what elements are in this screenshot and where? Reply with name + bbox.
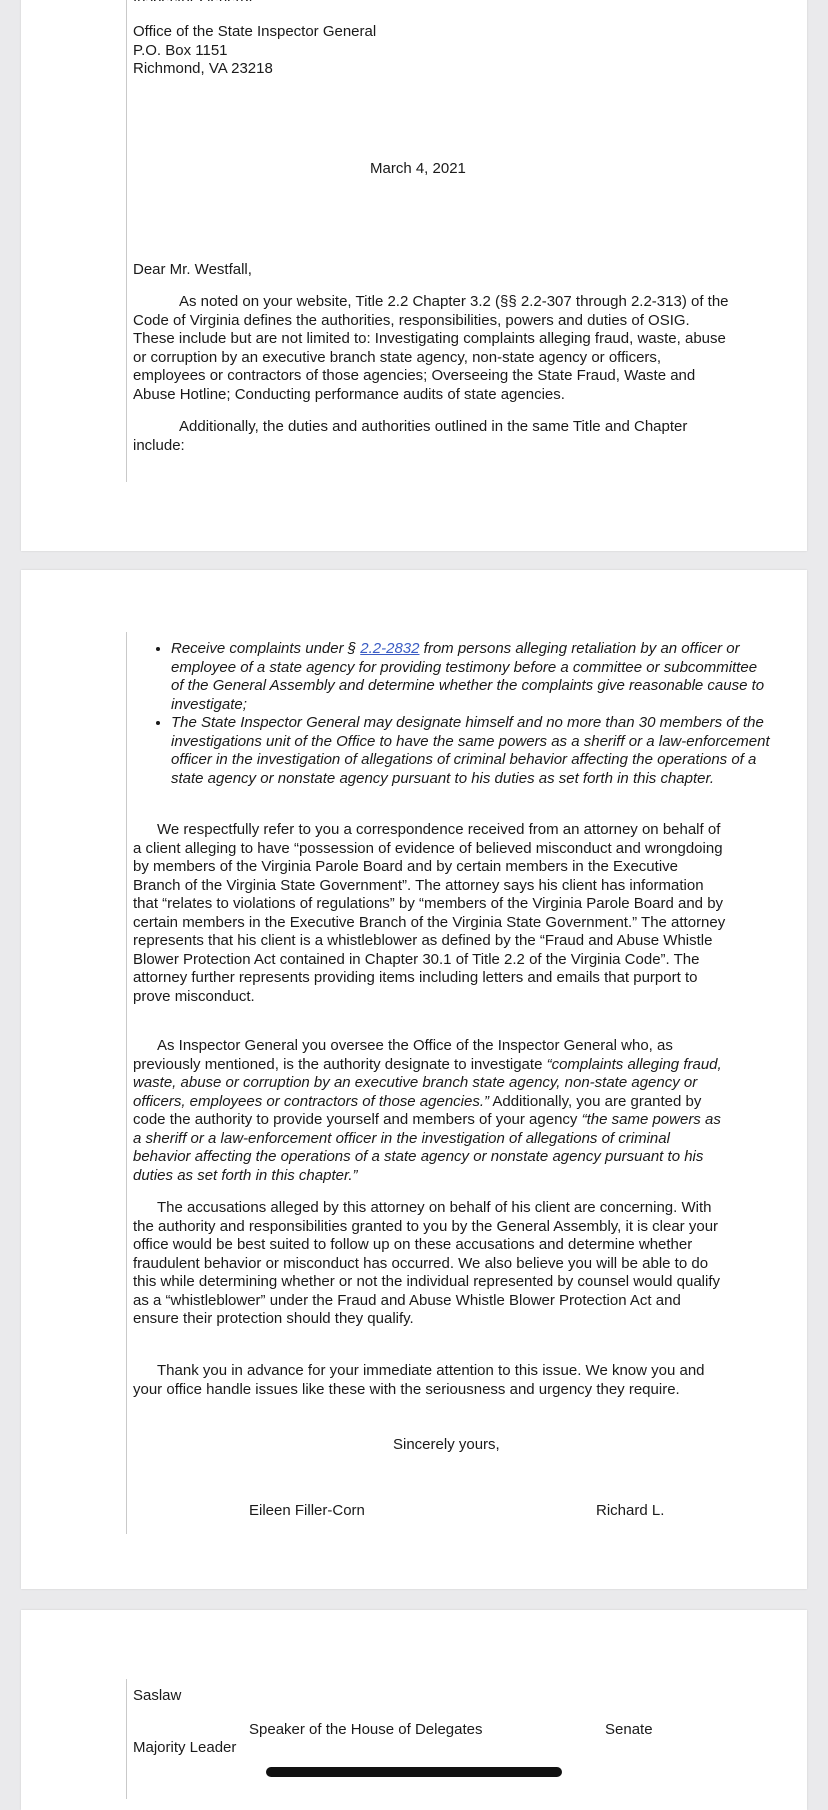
home-indicator[interactable]: [266, 1767, 562, 1777]
paragraph-text: [133, 1037, 729, 1185]
paragraph-text: Thank you in advance for your immediate attention to this issue. We know you and your office handle issues like these with the seriousness and urgency they require.: [133, 1362, 705, 1398]
page-margin-line: [126, 0, 127, 482]
letter-page-2: [21, 570, 807, 1589]
body-paragraph: [133, 418, 729, 455]
address-line: P.O. Box 1151: [133, 41, 228, 59]
salutation: Dear Mr. Westfall,: [133, 261, 252, 278]
quoted-text: “complaints alleging fraud, waste, abuse or corruption by an executive branch state agency, non-state agency or officers, employees or contractors of those agencies.”: [133, 1055, 722, 1110]
paragraph-text: We respectfully refer to you a correspondence received from an attorney on behalf of a client alleging to have “possession of evidence of believed misconduct and wrongdoing by members of the Virginia Parole Board and by certain members in the Executive Branch of the Virginia State Government”. The attorney says his client has information that “relates to violations of regulations” by “members of the Virginia Parole Board and by certain members in the Executive Branch of the Virginia State Government.” The attorney represents that his client is a whistleblower as defined by the “Fraud and Abuse Whistle Blower Protection Act contained in Chapter 30.1 of Title 2.2 of the Virginia Code”. The attorney further represents providing items including letters and emails that purport to prove misconduct.: [133, 821, 726, 1005]
paragraph-text: The accusations alleged by this attorney on behalf of his client are concerning. With the authority and responsibilities granted to you by the General Assembly, it is clear your office would be best suited to follow up on these accusations and determine whether fraudulent behavior or misconduct has occurred. We also believe you will be able to do this while determining whether or not the individual represented by counsel would qualify as a “whistleblower” under the Fraud and Abuse Whistle Blower Protection Act and ensure their protection should they qualify.: [133, 1199, 721, 1327]
bullet-text: Receive complaints under §: [171, 640, 361, 657]
body-paragraph: [133, 1362, 729, 1399]
body-paragraph: [133, 293, 731, 404]
signer-title: Speaker of the House of Delegates: [249, 1721, 483, 1738]
signer-name: Richard L.: [596, 1502, 665, 1519]
letter-page-1: [21, 0, 807, 551]
page-margin-line: [126, 1679, 127, 1799]
body-paragraph: [133, 1199, 729, 1329]
bullet-text: from persons alleging retaliation by an officer or employee of a state agency for providing testimony before a committee or subcommittee of the General Assembly and determine whether the complaints give reasonable cause to investigate;: [171, 640, 765, 713]
signer-surname: Saslaw: [133, 1687, 182, 1704]
statute-link[interactable]: 2.2-2832: [360, 640, 420, 657]
paragraph-text: As noted on your website, Title 2.2 Chapter 3.2 (§§ 2.2-307 through 2.2-313) of the Code of Virginia defines the authorities, responsibilities, powers and duties of OSIG. These include but are not limited to: Investigating complaints alleging fraud, waste, abuse or corruption by an executive branch state agency, non-state agency or officers, employees or contractors of those agencies; Overseeing the State Fraud, Waste and Abuse Hotline; Conducting performance audits of state agencies.: [133, 293, 729, 403]
page-margin-line: [126, 632, 127, 1534]
address-line: Richmond, VA 23218: [133, 60, 273, 77]
quoted-text: “the same powers as a sheriff or a law-enforcement officer in the investigation of allegations of criminal behavior affecting the operations of a state agency or nonstate agency pursuant to his duties as set forth in this chapter.”: [133, 1111, 721, 1184]
text-run: Additionally, you are granted by code the authority to provide yourself and members of your agency: [133, 1092, 702, 1128]
letter-page-3: [21, 1610, 807, 1810]
signer-title: Majority Leader: [133, 1739, 237, 1756]
signer-title: Senate: [605, 1721, 653, 1738]
signer-name: Eileen Filler-Corn: [249, 1502, 365, 1519]
inspector-general-cut-line: [133, 0, 252, 1]
paragraph-text: Additionally, the duties and authorities outlined in the same Title and Chapter include:: [133, 418, 688, 454]
duties-bullet-list: [133, 640, 771, 788]
letter-date: March 4, 2021: [370, 160, 466, 177]
recipient-address: [133, 23, 729, 79]
body-paragraph: [133, 821, 729, 1006]
list-item: [171, 640, 771, 714]
address-line: Office of the State Inspector General: [133, 23, 377, 40]
closing: Sincerely yours,: [393, 1436, 500, 1453]
text-run: As Inspector General you oversee the Office of the Inspector General who, as previously mentioned, is the authority designate to investigate: [133, 1037, 673, 1073]
list-item: • The State Inspector General may designate himself and no more than 30 members of the investigations unit of the Office to have the same powers as a sheriff or a law-enforcement officer in the investigation of allegations of criminal behavior affecting the operations of a state agency or nonstate agency pursuant to his duties as set forth in this chapter.: [171, 714, 771, 788]
body-paragraph: [133, 1037, 729, 1185]
